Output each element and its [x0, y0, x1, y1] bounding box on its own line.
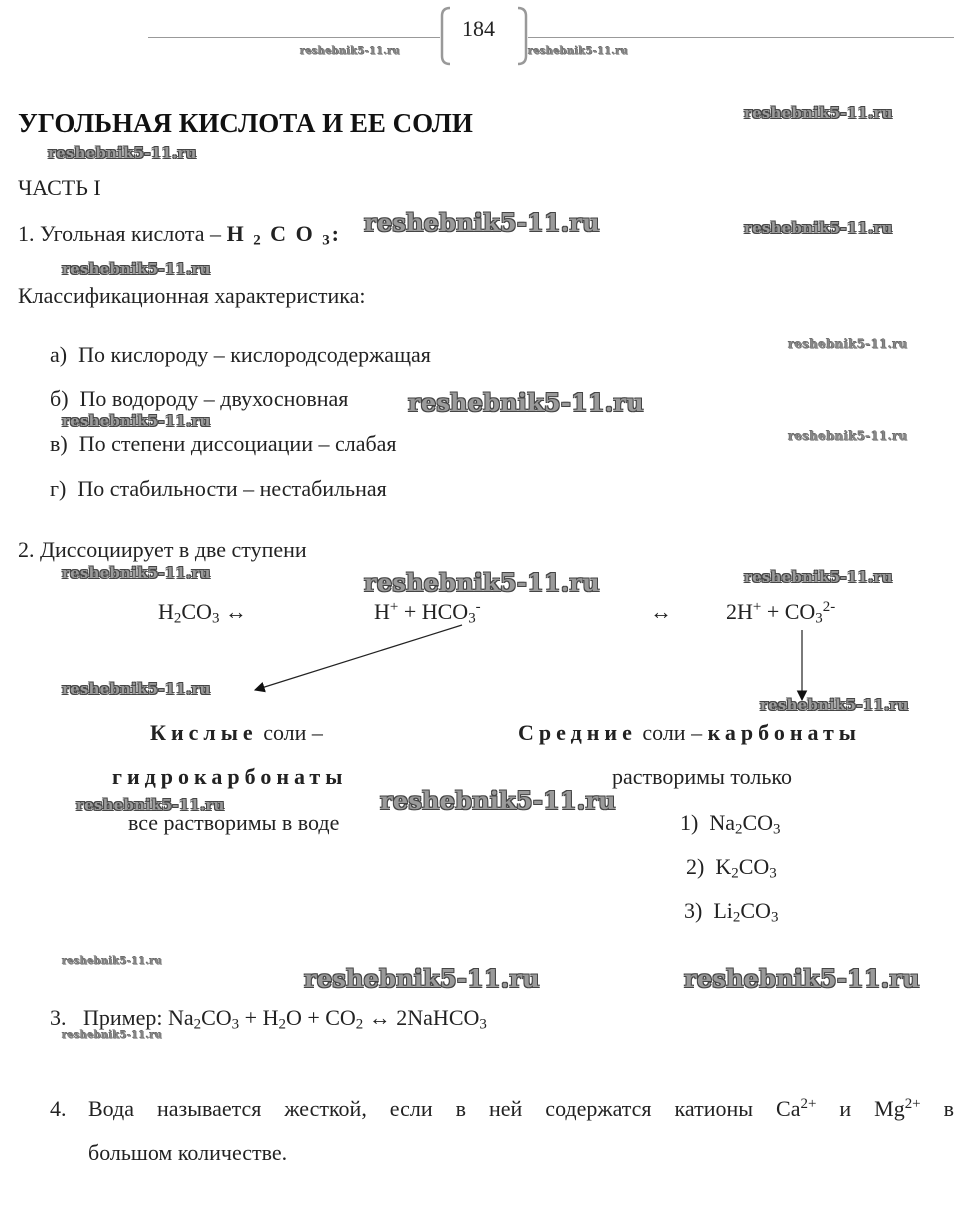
neutral-salts-title: Средние соли – карбонаты: [518, 720, 861, 745]
watermark: reshebnik5-11.ru: [528, 46, 629, 57]
q3-example: 3. Пример: $Na_2CO_3 + H_2O + CO_2$ ↔ 2NaHCO$_3$: [50, 1005, 487, 1033]
watermark: reshebnik5-11.ru: [48, 144, 197, 162]
q4-number: 4.: [50, 1096, 67, 1121]
watermark: reshebnik5-11.ru: [744, 219, 893, 237]
neutral-salts-note: растворимы только: [612, 764, 792, 789]
q4-line2: большом количестве.: [88, 1140, 288, 1165]
watermark: reshebnik5-11.ru: [62, 412, 211, 430]
watermark: reshebnik5-11.ru: [304, 964, 540, 993]
page-number: 184: [462, 16, 495, 41]
equation-arrow: ↔: [650, 599, 672, 624]
arrow-to-acid-salts: [255, 625, 462, 690]
equation-right: $2H^+ + CO_3^{2-}$: [726, 598, 836, 627]
watermark: reshebnik5-11.ru: [62, 680, 211, 698]
watermark: reshebnik5-11.ru: [380, 786, 616, 815]
list-item: б) По водороду – двухосновная: [50, 386, 349, 411]
q2-heading: 2. Диссоциирует в две ступени: [18, 537, 307, 562]
watermark: reshebnik5-11.ru: [788, 337, 908, 351]
watermark: reshebnik5-11.ru: [408, 388, 644, 417]
q1-prefix: 1. Угольная кислота –: [18, 221, 222, 246]
acid-salts-name: гидрокарбонаты: [112, 764, 348, 789]
watermark: reshebnik5-11.ru: [62, 260, 211, 278]
watermark: reshebnik5-11.ru: [760, 696, 909, 714]
acid-salts-title: Кислые соли –: [150, 720, 323, 745]
acid-salts-note: все растворимы в воде: [128, 810, 340, 835]
list-item: а) По кислороду – кислородсодержащая: [50, 342, 431, 367]
watermark: reshebnik5-11.ru: [76, 796, 225, 814]
page-title: УГОЛЬНАЯ КИСЛОТА И ЕЕ СОЛИ: [18, 108, 473, 138]
equation-left: $H_2CO_3$ ↔: [158, 599, 247, 627]
watermark: reshebnik5-11.ru: [62, 1030, 163, 1041]
list-item: 2) $K_2CO_3$: [686, 854, 777, 882]
watermark: reshebnik5-11.ru: [62, 564, 211, 582]
watermark: reshebnik5-11.ru: [364, 208, 600, 237]
watermark: reshebnik5-11.ru: [744, 568, 893, 586]
watermark: reshebnik5-11.ru: [744, 104, 893, 122]
list-item: г) По стабильности – нестабильная: [50, 476, 387, 501]
watermark: reshebnik5-11.ru: [62, 956, 163, 967]
watermark: reshebnik5-11.ru: [684, 964, 920, 993]
list-item: в) По степени диссоциации – слабая: [50, 431, 397, 456]
list-item: 1) $Na_2CO_3$: [680, 810, 781, 838]
classification-label: Классификационная характеристика:: [18, 283, 366, 308]
q4-line1: Вода называется жесткой, если в ней содержатся катионы $Ca^{2+}$ и $Mg^{2+}$ в: [88, 1095, 954, 1121]
part-label: ЧАСТЬ I: [18, 175, 101, 200]
watermark: reshebnik5-11.ru: [788, 429, 908, 443]
watermark: reshebnik5-11.ru: [364, 568, 600, 597]
list-item: 3) $Li_2CO_3$: [684, 898, 779, 926]
watermark: reshebnik5-11.ru: [300, 46, 401, 57]
q1-formula: H $_2$ C O $_3$:: [226, 221, 341, 249]
equation-middle: $H^+ + HCO_3^-$: [374, 598, 481, 627]
